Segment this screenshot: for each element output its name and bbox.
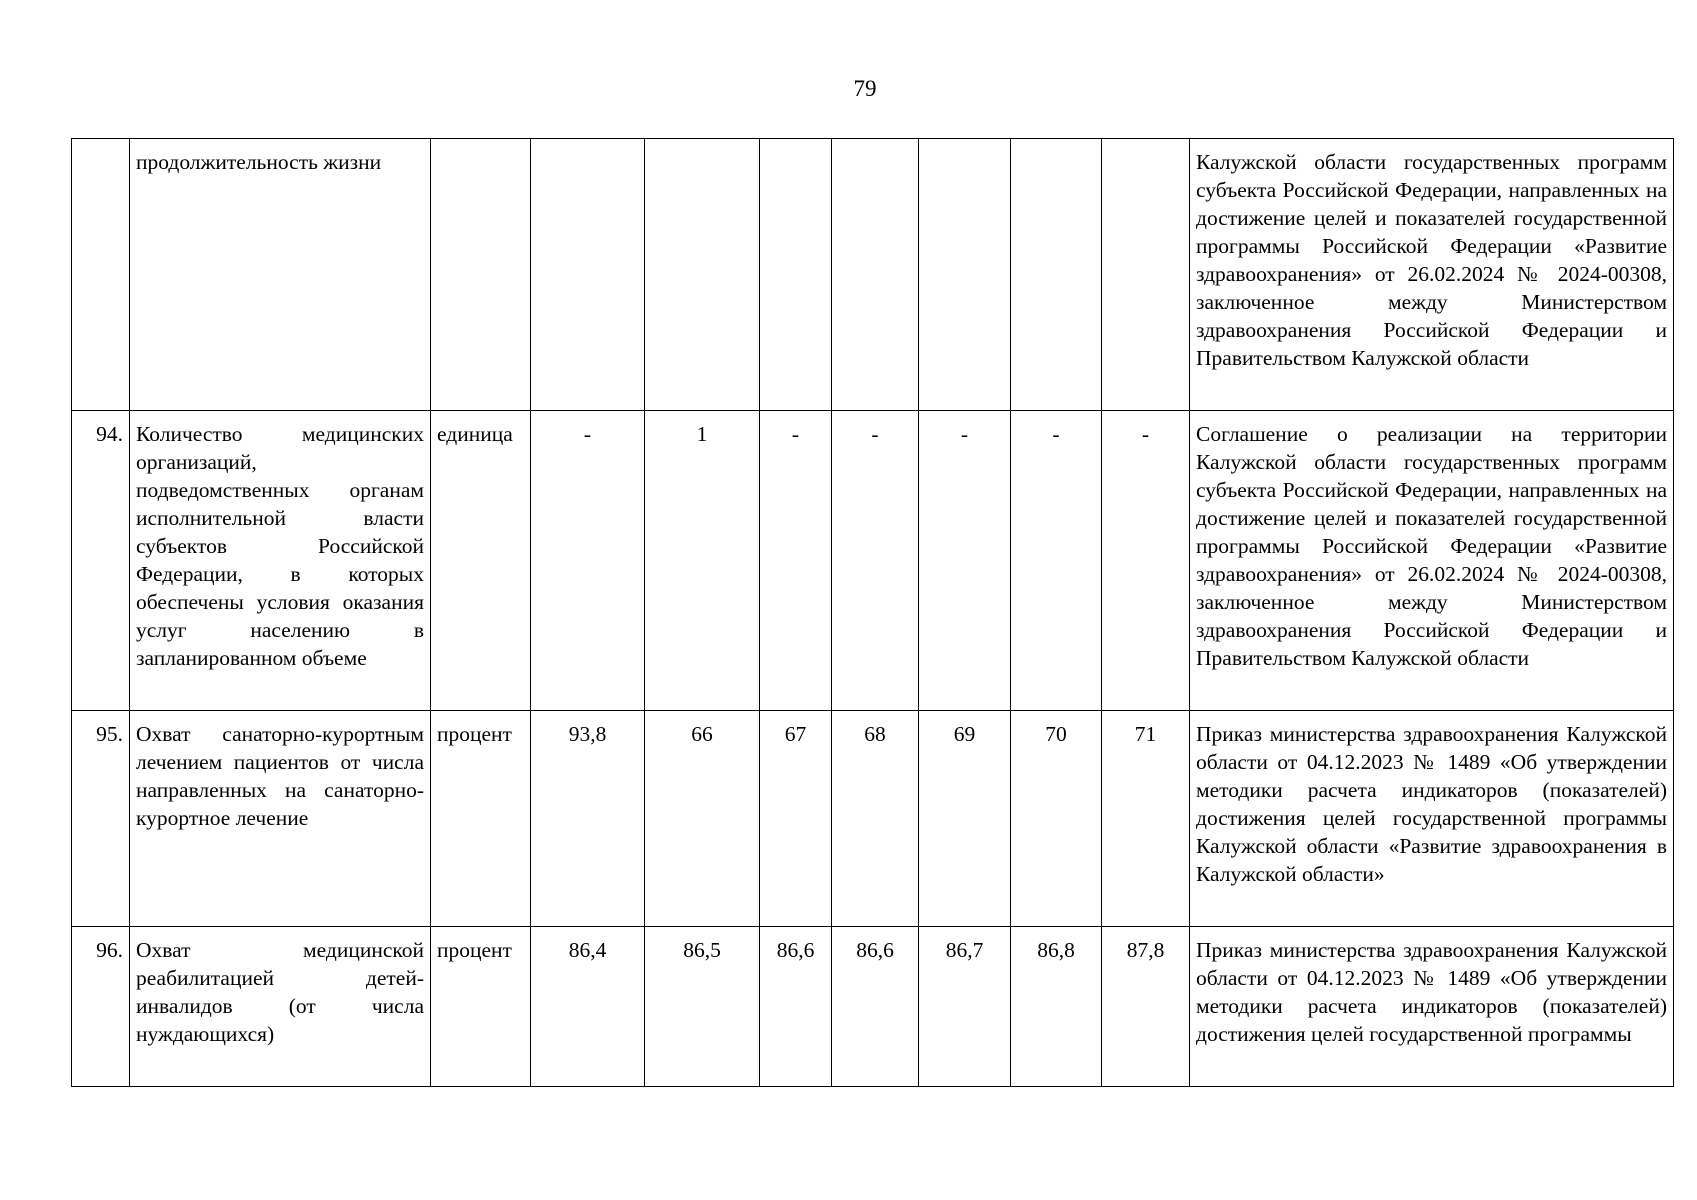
value-cell: 67 <box>760 711 832 927</box>
indicator-name: Количество медицинских организаций, подведомственных органам исполнительной власти субъектов Российской Федерации, в которых обеспечены условия оказания услуг населению в запланированном объеме <box>130 411 431 711</box>
value-cell <box>919 139 1011 411</box>
value-cell: 86,5 <box>645 927 760 1087</box>
unit-cell: единица <box>431 411 531 711</box>
value-cell: 86,8 <box>1011 927 1102 1087</box>
value-cell: 86,7 <box>919 927 1011 1087</box>
value-cell <box>760 139 832 411</box>
row-number: 96. <box>72 927 130 1087</box>
table-row <box>72 411 1674 711</box>
row-number: 94. <box>72 411 130 711</box>
value-cell: 87,8 <box>1102 927 1190 1087</box>
value-cell: 86,6 <box>832 927 919 1087</box>
row-number <box>72 139 130 411</box>
table-row <box>72 927 1674 1087</box>
value-cell: 93,8 <box>531 711 645 927</box>
table-row <box>72 711 1674 927</box>
value-cell: 71 <box>1102 711 1190 927</box>
value-cell: 66 <box>645 711 760 927</box>
value-cell: 70 <box>1011 711 1102 927</box>
value-cell <box>645 139 760 411</box>
row-number: 95. <box>72 711 130 927</box>
value-cell: - <box>919 411 1011 711</box>
value-cell <box>832 139 919 411</box>
indicator-name: Охват медицинской реабилитацией детей-инвалидов (от числа нуждающихся) <box>130 927 431 1087</box>
value-cell: 86,6 <box>760 927 832 1087</box>
indicator-name: Охват санаторно-курортным лечением пациентов от числа направленных на санаторно-курортное лечение <box>130 711 431 927</box>
source-document: Соглашение о реализации на территории Калужской области государственных программ субъекта Российской Федерации, направленных на достижение целей и показателей государственной программы Российской Федерации «Развитие здравоохранения» от 26.02.2024 № 2024-00308, заключенное между Министерством здравоохранения Российской Федерации и Правительством Калужской области <box>1190 411 1674 711</box>
value-cell: - <box>832 411 919 711</box>
value-cell: 69 <box>919 711 1011 927</box>
value-cell: 1 <box>645 411 760 711</box>
unit-cell: процент <box>431 711 531 927</box>
source-document: Приказ министерства здравоохранения Калужской области от 04.12.2023 № 1489 «Об утверждении методики расчета индикаторов (показателей) достижения целей государственной программы <box>1190 927 1674 1087</box>
value-cell: - <box>1011 411 1102 711</box>
unit-cell <box>431 139 531 411</box>
value-cell <box>1102 139 1190 411</box>
source-document: Приказ министерства здравоохранения Калужской области от 04.12.2023 № 1489 «Об утверждении методики расчета индикаторов (показателей) достижения целей государственной программы Калужской области «Развитие здравоохранения в Калужской области» <box>1190 711 1674 927</box>
value-cell: 68 <box>832 711 919 927</box>
table-row <box>72 139 1674 411</box>
value-cell: 86,4 <box>531 927 645 1087</box>
indicators-table <box>71 138 1674 1087</box>
source-document: Калужской области государственных программ субъекта Российской Федерации, направленных на достижение целей и показателей государственной программы Российской Федерации «Развитие здравоохранения» от 26.02.2024 № 2024-00308, заключенное между Министерством здравоохранения Российской Федерации и Правительством Калужской области <box>1190 139 1674 411</box>
page-number: 79 <box>853 76 877 101</box>
value-cell <box>531 139 645 411</box>
value-cell: - <box>760 411 832 711</box>
value-cell <box>1011 139 1102 411</box>
indicator-name: продолжительность жизни <box>130 139 431 411</box>
unit-cell: процент <box>431 927 531 1087</box>
value-cell: - <box>1102 411 1190 711</box>
value-cell: - <box>531 411 645 711</box>
